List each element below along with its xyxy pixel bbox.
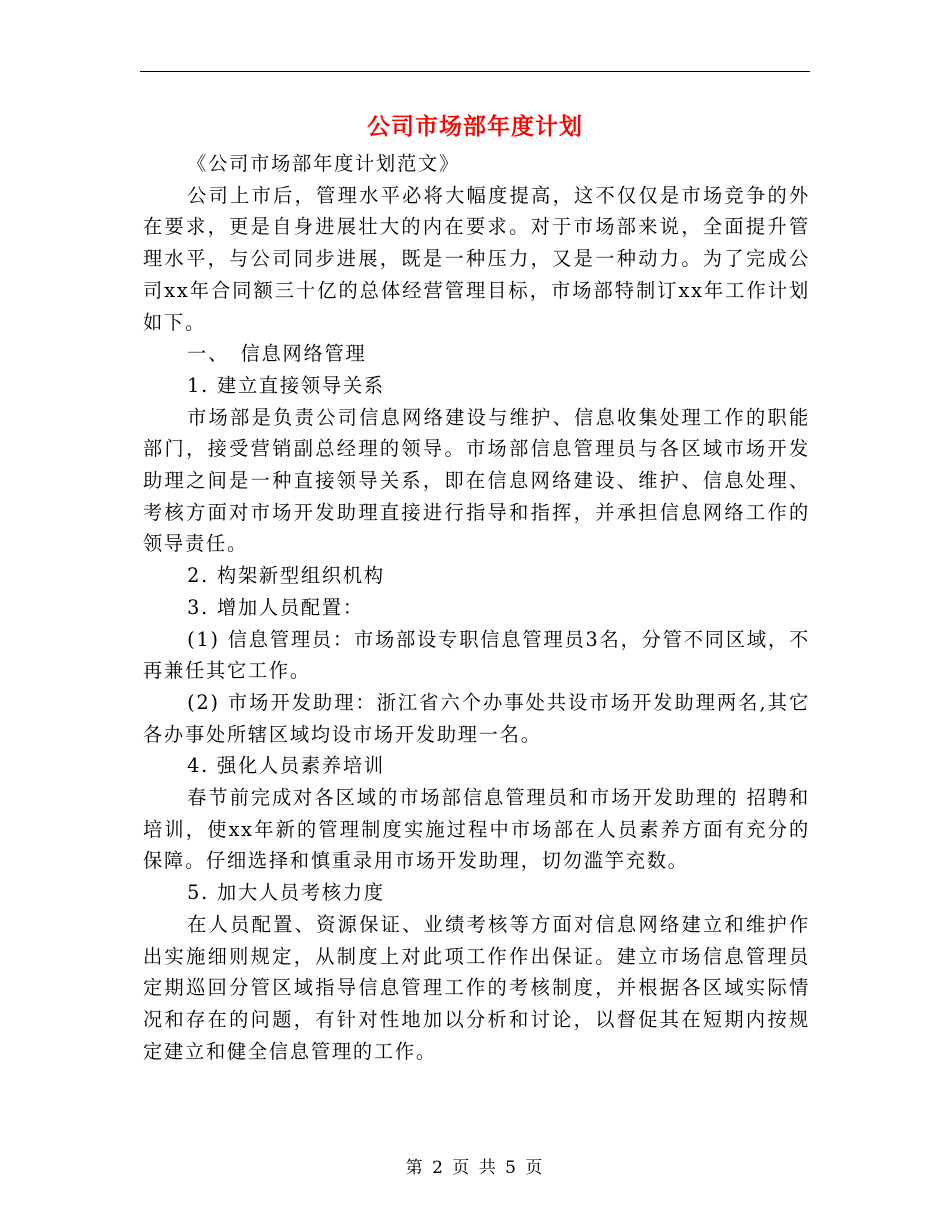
subsection-heading: 1. 建立直接领导关系 [187,373,385,397]
document-body [143,148,810,1067]
subsection-heading: 2. 构架新型组织机构 [187,564,385,588]
body-paragraph: 在人员配置、资源保证、业绩考核等方面对信息网络建立和维护作出实施细则规定，从制度上对此项工作作出保证。建立市场信息管理员定期巡回分管区域指导信息管理工作的考核制度，并根据各区域实际情况和存在的问题，有针对性地加以分析和讨论，以督促其在短期内按规定建立和健全信息管理的工作。 [143,912,810,1063]
list-item: (2) 市场开发助理：浙江省六个办事处共设市场开发助理两名,其它各办事处所辖区域均设市场开发助理一名。 [143,690,810,746]
section-heading: 一、 信息网络管理 [187,342,367,366]
doc-subtitle: 《公司市场部年度计划范文》 [187,152,460,175]
subsection-heading: 3. 增加人员配置： [187,595,364,619]
subsection-heading: 5. 加大人员考核力度 [187,881,385,905]
list-item: (1) 信息管理员：市场部设专职信息管理员3名，分管不同区域，不再兼任其它工作。 [143,627,810,683]
header-rule [140,71,810,72]
document-title: 公司市场部年度计划 [367,113,583,140]
page-number: 第 2 页 共 5 页 [405,1158,545,1178]
body-paragraph: 市场部是负责公司信息网络建设与维护、信息收集处理工作的职能部门，接受营销副总经理的领导。市场部信息管理员与各区域市场开发助理之间是一种直接领导关系，即在信息网络建设、维护、信息处理、考核方面对市场开发助理直接进行指导和指挥，并承担信息网络工作的领导责任。 [143,405,810,556]
intro-paragraph: 公司上市后，管理水平必将大幅度提高，这不仅仅是市场竞争的外在要求，更是自身进展壮大的内在要求。对于市场部来说，全面提升管理水平，与公司同步进展，既是一种压力，又是一种动力。为了完成公司xx年合同额三十亿的总体经营管理目标，市场部特制订xx年工作计划如下。 [143,183,810,334]
body-paragraph: 春节前完成对各区域的市场部信息管理员和市场开发助理的 招聘和培训，使xx年新的管理制度实施过程中市场部在人员素养方面有充分的保障。仔细选择和慎重录用市场开发助理，切勿滥竽充数。 [143,786,810,873]
subsection-heading: 4. 强化人员素养培训 [187,754,385,778]
